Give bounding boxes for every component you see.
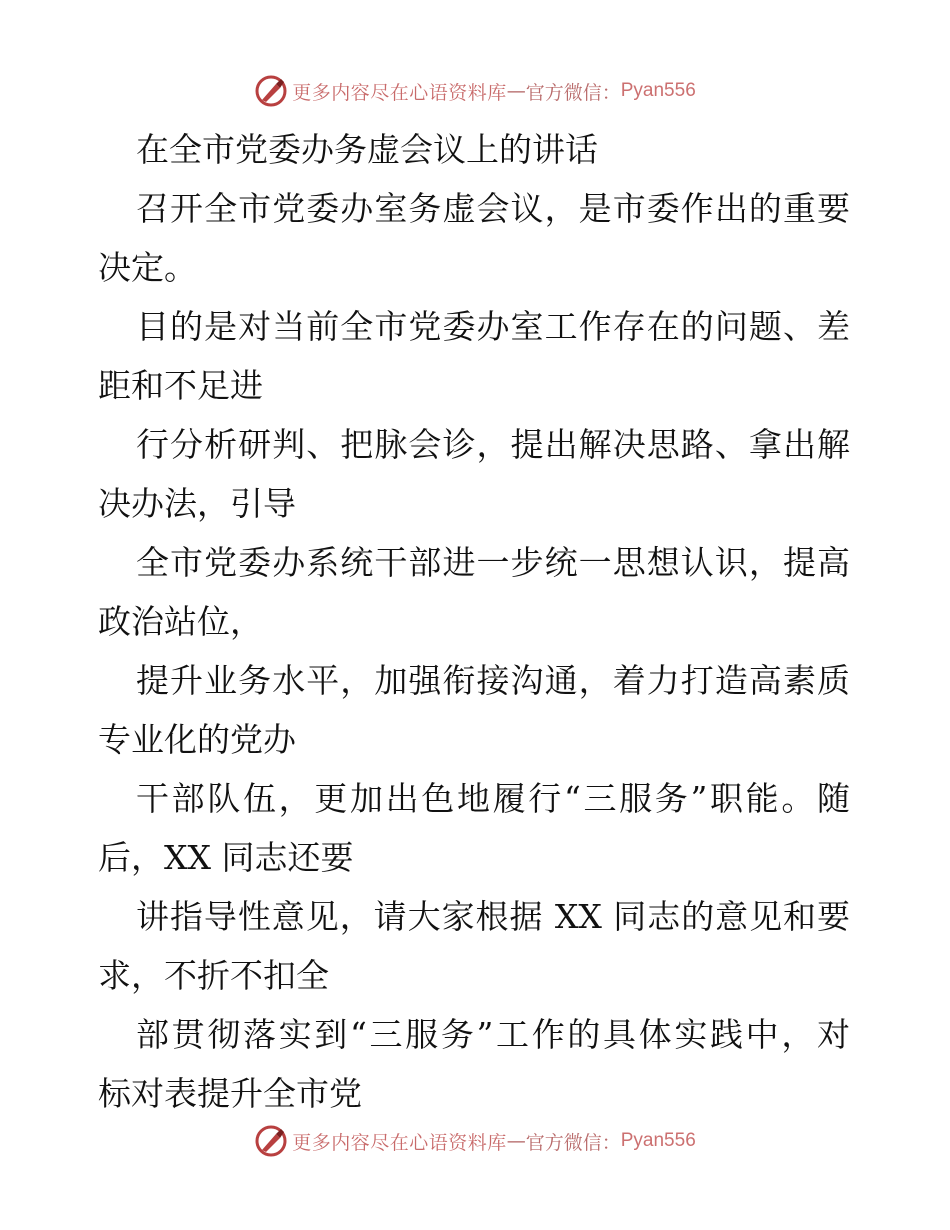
watermark-separator: — bbox=[506, 1130, 526, 1152]
paragraph-line: 干部队伍，更加出色地履行“三服务”职能。随 bbox=[136, 779, 850, 818]
paragraph-line: 提升业务水平，加强衔接沟通，着力打造高素质 bbox=[136, 661, 850, 700]
watermark-wechat-id: Pyan556 bbox=[620, 1130, 696, 1151]
paragraph-line: 决办法，引导 bbox=[98, 484, 296, 523]
watermark-separator: — bbox=[506, 80, 526, 102]
paragraph-line: 求，不折不扣全 bbox=[98, 956, 329, 995]
document-title: 在全市党委办务虚会议上的讲话 bbox=[136, 130, 598, 169]
document-body bbox=[98, 120, 850, 1123]
paragraph-line: 召开全市党委办室务虚会议，是市委作出的重要 bbox=[136, 189, 850, 228]
footer-watermark bbox=[0, 1121, 950, 1161]
header-watermark bbox=[0, 71, 950, 111]
watermark-wechat-label: 官方微信： bbox=[525, 1131, 621, 1154]
watermark-text: 更多内容尽在心语资料库 bbox=[292, 81, 507, 104]
paragraph-line: 部贯彻落实到“三服务”工作的具体实践中，对 bbox=[136, 1015, 850, 1054]
paragraph-line: 政治站位， bbox=[98, 602, 263, 641]
paragraph-line: 专业化的党办 bbox=[98, 720, 296, 759]
watermark-wechat-label: 官方微信： bbox=[525, 81, 621, 104]
paragraph-line: 标对表提升全市党 bbox=[98, 1074, 362, 1113]
pen-logo-icon bbox=[254, 74, 288, 108]
pen-logo-icon bbox=[254, 1124, 288, 1158]
paragraph-line: 后，XX 同志还要 bbox=[98, 838, 354, 877]
watermark-wechat-id: Pyan556 bbox=[620, 80, 696, 101]
paragraph-line: 行分析研判、把脉会诊，提出解决思路、拿出解 bbox=[136, 425, 850, 464]
paragraph-line: 距和不足进 bbox=[98, 366, 263, 405]
paragraph-line: 全市党委办系统干部进一步统一思想认识，提高 bbox=[136, 543, 850, 582]
paragraph-line: 目的是对当前全市党委办室工作存在的问题、差 bbox=[136, 307, 850, 346]
paragraph-line: 讲指导性意见，请大家根据 XX 同志的意见和要 bbox=[136, 897, 850, 936]
watermark-text: 更多内容尽在心语资料库 bbox=[292, 1131, 507, 1154]
paragraph-line: 决定。 bbox=[98, 248, 197, 287]
